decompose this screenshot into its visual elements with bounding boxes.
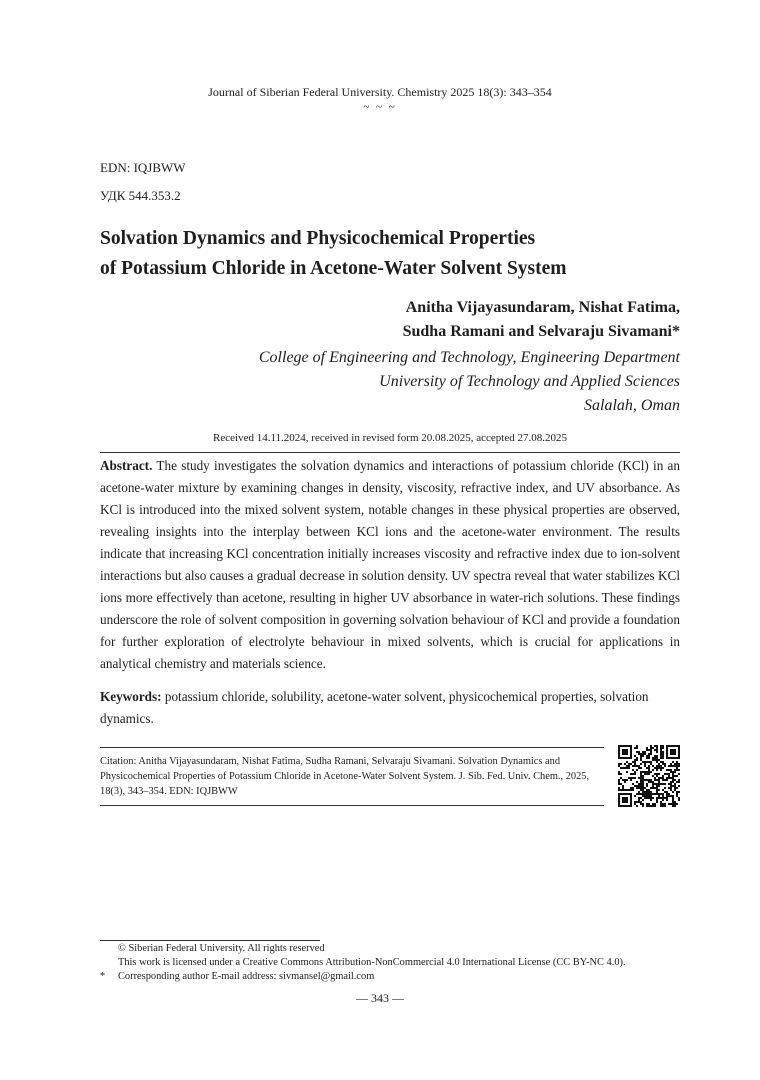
author-list — [403, 296, 680, 344]
keywords-text: potassium chloride, solubility, acetone-water solvent, physicochemical properties, solvation dynamics. — [100, 689, 649, 726]
affiliation-line-2: University of Technology and Applied Sciences — [379, 373, 680, 390]
abstract-text: The study investigates the solvation dynamics and interactions of potassium chloride (KCl) in an acetone-water mixture by examining changes in density, viscosity, refractive index, and UV absorbance. As KCl is introduced into the mixed solvent system, notable changes in these physical properties are observed, revealing insights into the interplay between KCl ions and the acetone-water environment. The results indicate that increasing KCl concentration initially increases viscosity and refractive index due to ion-solvent interactions but also causes a gradual decrease in solution density. UV spectra reveal that water stabilizes KCl ions more effectively than acetone, resulting in higher UV absorbance in water-rich solutions. These findings underscore the role of solvent composition in governing solvation behaviour of KCl and provide a foundation for further exploration of electrolyte behaviour in mixed solvents, which is crucial for applications in analytical chemistry and materials science. — [100, 458, 681, 671]
citation-box — [100, 747, 604, 806]
footnote-divider — [100, 940, 320, 941]
abstract-divider — [100, 452, 680, 453]
edn-code: EDN: IQJBWW — [100, 160, 186, 175]
citation-text: Citation: Anitha Vijayasundaram, Nishat Fatima, Sudha Ramani, Selvaraju Sivamani. Solvation Dynamics and Physicochemical Properties of Potassium Chloride in Acetone-Water Solvent System. J. Sib. Fed. Univ. Chem., 2025, 18(3), 343–354. EDN: IQJBWW — [100, 756, 590, 797]
page-number: — 343 — — [356, 991, 404, 1005]
authors-line-1: Anitha Vijayasundaram, Nishat Fatima, — [405, 299, 680, 316]
footnote-asterisk: * — [100, 971, 106, 982]
corresponding-author-note: Corresponding author E-mail address: sivmansel@gmail.com — [118, 971, 375, 982]
article-title — [100, 224, 680, 284]
title-line-1: Solvation Dynamics and Physicochemical Properties — [100, 228, 536, 249]
header-ornament: ~ ~ ~ — [363, 101, 397, 113]
qr-code-icon[interactable] — [618, 745, 680, 807]
affiliation — [259, 346, 680, 418]
received-dates: Received 14.11.2024, received in revised form 20.08.2025, accepted 27.08.2025 — [213, 432, 567, 444]
abstract — [100, 455, 680, 675]
authors-line-2: Sudha Ramani and Selvaraju Sivamani* — [402, 323, 680, 340]
keywords — [100, 686, 680, 730]
copyright-note: © Siberian Federal University. All rights reserved — [118, 943, 325, 954]
journal-header: Journal of Siberian Federal University. Chemistry 2025 18(3): 343–354 — [208, 85, 552, 99]
udk-code: УДК 544.353.2 — [100, 188, 181, 203]
abstract-label: Abstract. — [100, 458, 153, 473]
affiliation-line-1: College of Engineering and Technology, Engineering Department — [258, 349, 680, 366]
title-line-2: of Potassium Chloride in Acetone-Water Solvent System — [100, 258, 567, 279]
keywords-label: Keywords: — [100, 689, 162, 704]
affiliation-line-3: Salalah, Oman — [584, 397, 680, 414]
license-note: This work is licensed under a Creative Commons Attribution-NonCommercial 4.0 International License (CC BY-NC 4.0). — [118, 957, 626, 968]
